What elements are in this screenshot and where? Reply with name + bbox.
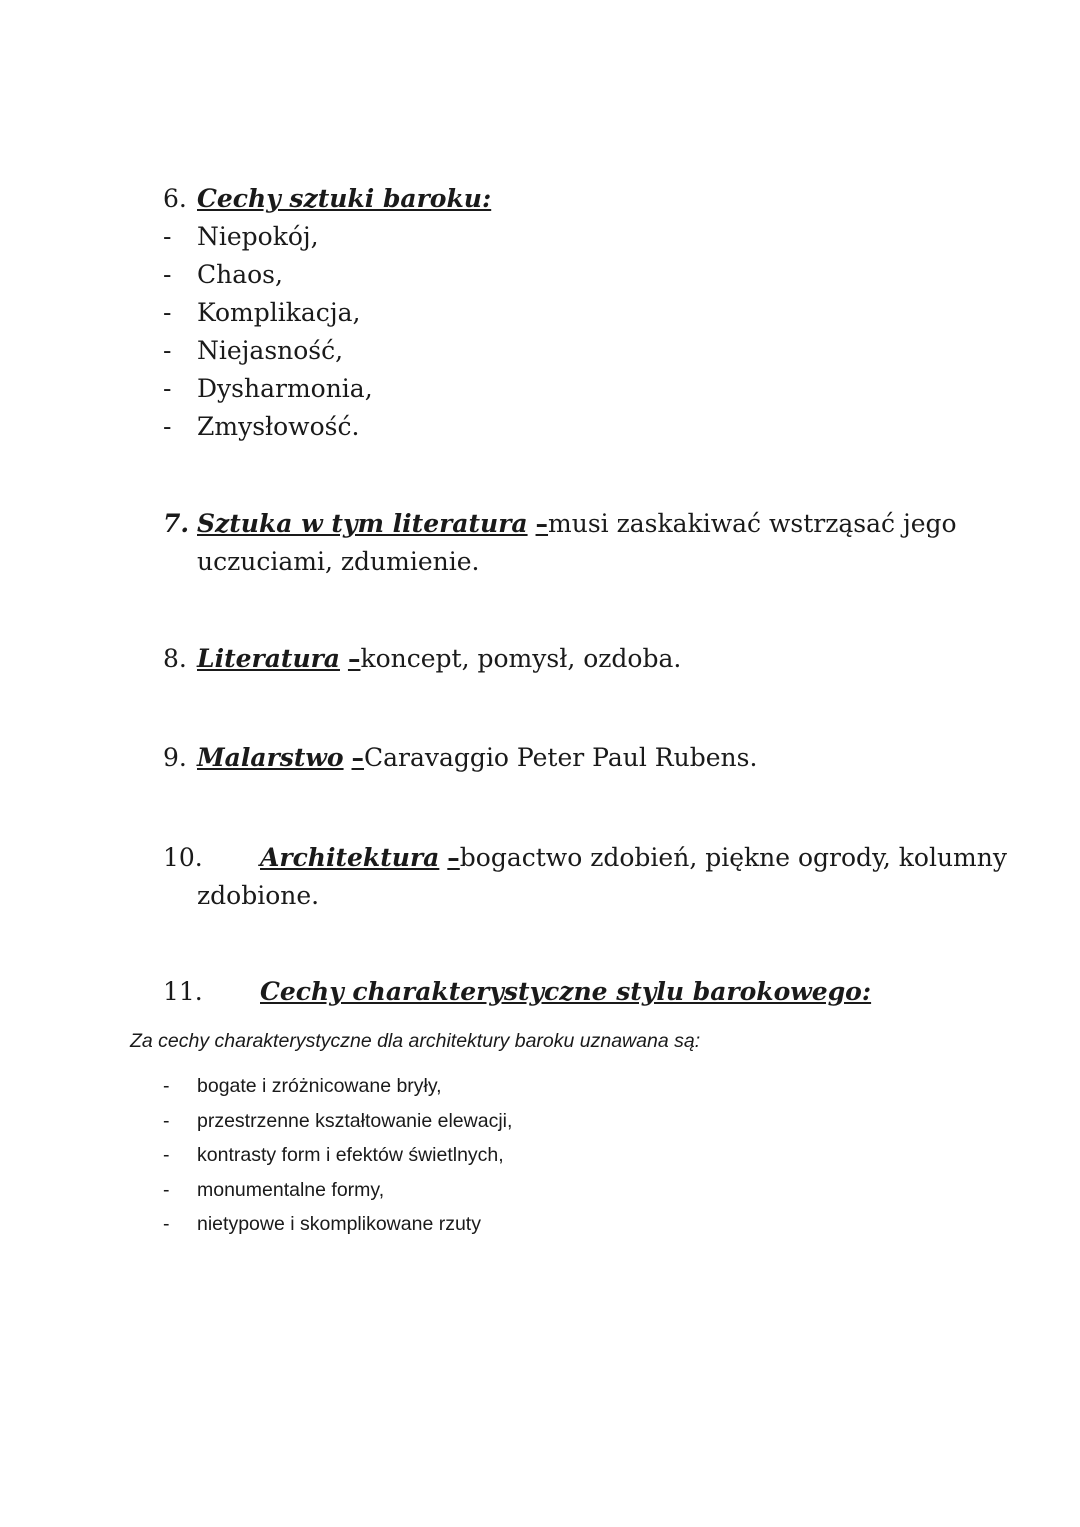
- list-item-text: Chaos,: [197, 260, 283, 289]
- section-11-heading: [0, 973, 1080, 1011]
- section-7: [0, 505, 1080, 581]
- list-item-text: kontrasty form i efektów świetlnych,: [197, 1144, 504, 1166]
- section-8-text: koncept, pomysł, ozdoba.: [360, 644, 682, 673]
- list-item-text: Komplikacja,: [197, 298, 361, 327]
- list-item: [0, 1069, 1080, 1104]
- list-item-text: Niepokój,: [197, 222, 319, 251]
- section-7-separator: –: [535, 509, 549, 538]
- list-item-text: monumentalne formy,: [197, 1178, 385, 1201]
- dash-bullet: -: [163, 336, 172, 365]
- section-10-text-line2: zdobione.: [197, 881, 320, 910]
- section-10: [0, 839, 1080, 915]
- dash-bullet: -: [163, 298, 172, 327]
- section-6-heading: [0, 180, 1080, 218]
- dash-bullet: -: [163, 412, 172, 441]
- list-item: [0, 294, 1080, 332]
- section-11-number: 11.: [163, 977, 203, 1006]
- list-item-text: bogate i zróżnicowane bryły,: [197, 1075, 442, 1097]
- section-6-number: 6.: [163, 184, 187, 213]
- dash-bullet: -: [163, 1144, 170, 1166]
- section-7-term: Sztuka w tym literatura: [197, 509, 528, 538]
- section-11-title: Cechy charakterystyczne stylu barokowego:: [260, 977, 872, 1006]
- list-item-text: Dysharmonia,: [197, 374, 373, 403]
- section-10-term: Architektura: [260, 843, 440, 872]
- dash-bullet: -: [163, 1178, 170, 1201]
- section-6-list: [0, 218, 1080, 446]
- list-item: [0, 218, 1080, 256]
- section-11-list: [0, 1069, 1080, 1242]
- list-item: [0, 1207, 1080, 1242]
- list-item-text: Zmysłowość.: [197, 412, 360, 441]
- section-11-intro: Za cechy charakterystyczne dla architektury baroku uznawana są:: [130, 1030, 701, 1052]
- section-8-term: Literatura: [197, 644, 340, 673]
- list-item-text: przestrzenne kształtowanie elewacji,: [197, 1109, 513, 1132]
- dash-bullet: -: [163, 1109, 170, 1132]
- section-9-heading: [0, 739, 1080, 777]
- section-10-heading: [0, 839, 1080, 877]
- section-7-number: 7.: [163, 509, 190, 538]
- section-8: [0, 640, 1080, 678]
- section-9: [0, 739, 1080, 777]
- dash-bullet: -: [163, 374, 172, 403]
- list-item: [0, 1173, 1080, 1208]
- list-item: [0, 256, 1080, 294]
- section-9-separator: –: [351, 743, 365, 772]
- list-item: [0, 1104, 1080, 1139]
- section-10-number: 10.: [163, 843, 203, 872]
- section-8-separator: –: [347, 644, 361, 673]
- section-7-heading: [0, 505, 1080, 543]
- section-7-text-line1: musi zaskakiwać wstrząsać jego: [548, 509, 957, 538]
- section-11: [0, 973, 1080, 1011]
- section-7-text-line2: uczuciami, zdumienie.: [197, 547, 480, 576]
- dash-bullet: -: [163, 260, 172, 289]
- dash-bullet: -: [163, 1075, 170, 1097]
- list-item: [0, 332, 1080, 370]
- section-9-text: Caravaggio Peter Paul Rubens.: [364, 743, 758, 772]
- list-item-text: nietypowe i skomplikowane rzuty: [197, 1213, 481, 1235]
- dash-bullet: -: [163, 222, 172, 251]
- section-10-separator: –: [447, 843, 460, 872]
- section-8-number: 8.: [163, 644, 187, 673]
- section-10-text-line1: bogactwo zdobień, piękne ogrody, kolumny: [459, 843, 1007, 872]
- section-11-list-block: [0, 1069, 1080, 1242]
- list-item: [0, 370, 1080, 408]
- dash-bullet: -: [163, 1213, 170, 1235]
- section-6: [0, 180, 1080, 446]
- section-9-number: 9.: [163, 743, 187, 772]
- section-9-term: Malarstwo: [197, 743, 344, 772]
- section-8-heading: [0, 640, 1080, 678]
- list-item: [0, 408, 1080, 446]
- section-6-title: Cechy sztuki baroku:: [197, 184, 492, 213]
- list-item: [0, 1138, 1080, 1173]
- list-item-text: Niejasność,: [197, 336, 344, 365]
